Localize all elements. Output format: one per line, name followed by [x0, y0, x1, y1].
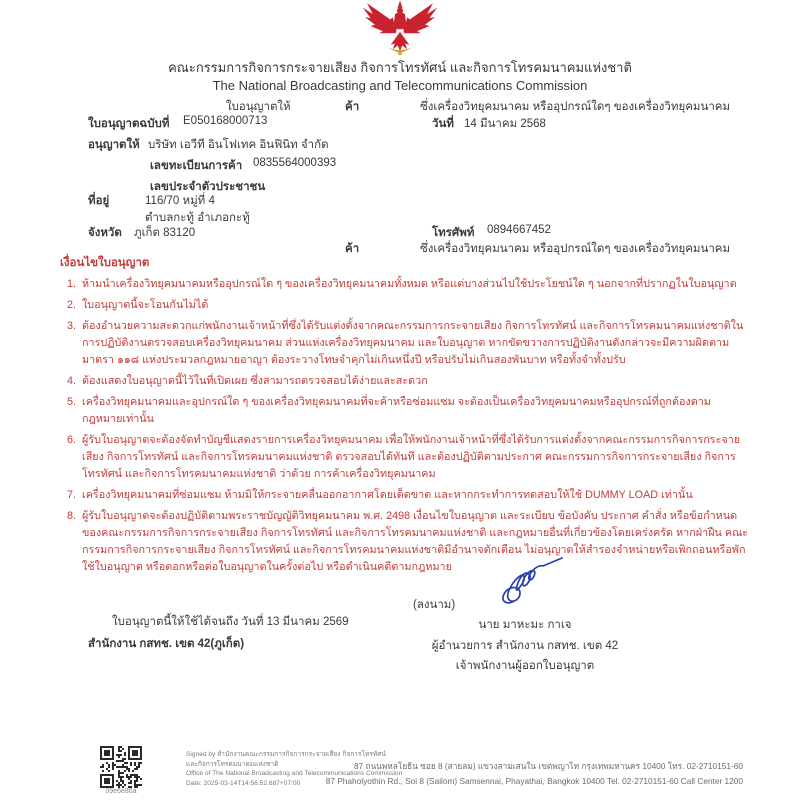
citizen-id-label: เลขประจำตัวประชาชน [150, 181, 266, 193]
valid-until: ใบอนุญาตนี้ให้ใช้ได้จนถึง วันที่ 13 มีนาคม 2569 [112, 616, 349, 628]
license-no-label: ใบอนุญาตฉบับที่ [88, 118, 170, 130]
condition-item: 1. ห้ามนำเครื่องวิทยุคมนาคมหรืออุปกรณ์ใด ๆ ของเครื่องวิทยุคมนาคมทั้งหมด หรือแต่บางส่วนไปใช้ประโยชน์ใด ๆ นอกจากที่ปรากฏในใบอนุญาต [79, 276, 748, 293]
licensee-value: บริษัท เอวีที อินโฟเทค อินฟินิท จำกัด [148, 139, 329, 151]
issue-date-label: วันที่ [432, 118, 454, 130]
conditions-heading: เงื่อนไขใบอนุญาต [60, 257, 150, 269]
province-value: ภูเก็ต 83120 [134, 227, 196, 239]
conditions-list [60, 276, 748, 575]
address-line2: ตำบลกะทู้ อำเภอกะทู้ [145, 212, 250, 224]
signer-title: ผู้อำนวยการ สำนักงาน กสทช. เขต 42 [431, 640, 619, 652]
address-line1: 116/70 หมู่ที่ 4 [145, 195, 215, 207]
issue-date-value: 14 มีนาคม 2568 [464, 118, 546, 130]
signer-role: เจ้าพนักงานผู้ออกใบอนุญาต [455, 660, 595, 672]
condition-item: 5. เครื่องวิทยุคมนาคมและอุปกรณ์ใด ๆ ของเครื่องวิทยุคมนาคมที่จะค้าหรือซ่อมแซม จะต้องเป็นเครื่องวิทยุคมนาคมหรืออุปกรณ์ที่ถูกต้องตามกฎหมายเท่านั้น [79, 394, 748, 427]
licensee-label: อนุญาตให้ [88, 139, 140, 151]
phone-label: โทรศัพท์ [432, 227, 475, 239]
office-address-thai: 87 ถนนพหลโยธิน ซอย 8 (สายลม) แขวงสามเสนใน เขตพญาไท กรุงเทพมหานคร 10400 โทร. 02-2710151-60 [353, 761, 743, 771]
signed-by-line: Office of The National Broadcasting and Telecommunications Commission [186, 770, 403, 777]
province-label: จังหวัด [88, 227, 122, 239]
license-conditions [60, 254, 748, 580]
trade-reg-value: 0835564000393 [253, 157, 337, 169]
office-address-english: 87 Phaholyothin Rd., Soi 8 (Sailom) Samsennai, Phayathai, Bangkok 10400 Tel. 02-2710151-60 Call Center 1200 [325, 776, 743, 786]
condition-item: 2. ใบอนุญาตนี้จะโอนกันไม่ได้ [79, 297, 748, 314]
condition-item: 7. เครื่องวิทยุคมนาคมที่ซ่อมแซม ห้ามมิให้กระจายคลื่นออกอากาศโดยเด็ดขาด และหากกระทำการทดสอบให้ใช้ DUMMY LOAD เท่านั้น [79, 487, 748, 504]
condition-item: 8. ผู้รับใบอนุญาตจะต้องปฏิบัติตามพระราชบัญญัติวิทยุคมนาคม พ.ศ. 2498 เงื่อนไขใบอนุญาต และระเบียบ ข้อบังคับ ประกาศ คำสั่ง หรือข้อกำหนด ของคณะกรรมการกิจการกระจายเสียง กิจการโทรทัศน์ และกิจการโทรคมนาคมแห่งชาติ และกฎหมายอื่นที่เกี่ยวข้องโดยเคร่งครัด หากฝ่าฝืน คณะกรรมการกิจการกระจายเสียง กิจการโทรทัศน์ และกิจการโทรคมนาคมแห่งชาติมีอำนาจตักเตือน ไม่อนุญาตให้สำรองจำหน่ายหรือเพิกถอนหรือพักใช้ใบอนุญาต หรือตอกหรือต่อใบอนุญาตในครั้งต่อไป หรือดำเนินคดีตามกฎหมาย [79, 508, 748, 575]
activity-type: ค้า [345, 243, 360, 255]
license-prefix: ใบอนุญาตให้ [226, 101, 291, 113]
condition-item: 4. ต้องแสดงใบอนุญาตนี้ไว้ในที่เปิดเผย ซึ่งสามารถตรวจสอบได้ง่ายและสะดวก [79, 373, 748, 390]
signed-by-line: Date: 2025-03-14T14:56:52.687+07:00 [186, 779, 301, 787]
license-suffix: ซึ่งเครื่องวิทยุคมนาคม หรืออุปกรณ์ใดๆ ของเครื่องวิทยุคมนาคม [420, 101, 731, 113]
activity-desc: ซึ่งเครื่องวิทยุคมนาคม หรืออุปกรณ์ใดๆ ของเครื่องวิทยุคมนาคม [420, 243, 731, 255]
org-name-english: The National Broadcasting and Telecommunications Commission [212, 78, 588, 93]
phone-value: 0894667452 [487, 224, 551, 236]
license-type: ค้า [345, 101, 360, 113]
qr-code [100, 746, 142, 793]
signed-by-line: Signed by สำนักงานคณะกรรมการกิจการกระจายเสียง กิจการโทรทัศน์ [186, 751, 386, 758]
condition-item: 3. ต้องอำนวยความสะดวกแก่พนักงานเจ้าหน้าที่ซึ่งได้รับแต่งตั้งจากคณะกรรมการกระจายเสียง กิจการโทรทัศน์ และกิจการโทรคมนาคมแห่งชาติในการปฏิบัติงานตรวจสอบเครื่องวิทยุคมนาคม ส่วนแห่งเครื่องวิทยุคมนาคม และใบอนุญาต หากขัดขวางการปฏิบัติงานดังกล่าวจะมีความผิดตามมาตรา ๑๑๘ แห่งประมวลกฎหมายอาญา ต้องระวางโทษจำคุกไม่เกินหนึ่งปี หรือปรับไม่เกินสองพันบาท หรือทั้งจำทั้งปรับ [79, 318, 748, 368]
license-no-value: E050168000713 [183, 115, 268, 127]
garuda-emblem-icon [357, 0, 443, 63]
condition-item: 6. ผู้รับใบอนุญาตจะต้องจัดทำบัญชีแสดงรายการเครื่องวิทยุคมนาคม เพื่อให้พนักงานเจ้าหน้าที่ซึ่งได้รับการแต่งตั้งจากคณะกรรมการกิจการกระจายเสียง กิจการโทรทัศน์ และกิจการโทรคมนาคมแห่งชาติ ตรวจสอบได้ทันที และต้องปฏิบัติตามประกาศ คณะกรรมการกิจการกระจายเสียง กิจการโทรทัศน์ และกิจการโทรคมนาคมแห่งชาติ ว่าด้วย การค้าเครื่องวิทยุคมนาคม [79, 432, 748, 482]
signature-scribble [488, 556, 572, 613]
org-name-thai: คณะกรรมการกิจการกระจายเสียง กิจการโทรทัศน์ และกิจการโทรคมนาคมแห่งชาติ [168, 60, 632, 75]
address-label: ที่อยู่ [88, 195, 110, 207]
trade-reg-label: เลขทะเบียนการค้า [150, 160, 243, 172]
signer-name: นาย มาหะมะ กาเจ [478, 619, 572, 631]
qr-caption: 09e6e86a [105, 788, 137, 795]
issuing-office: สำนักงาน กสทช. เขต 42(ภูเก็ต) [88, 638, 245, 650]
sign-label: (ลงนาม) [413, 599, 456, 611]
signed-by-line: และกิจการโทรคมนาคมแห่งชาติ [186, 760, 279, 768]
